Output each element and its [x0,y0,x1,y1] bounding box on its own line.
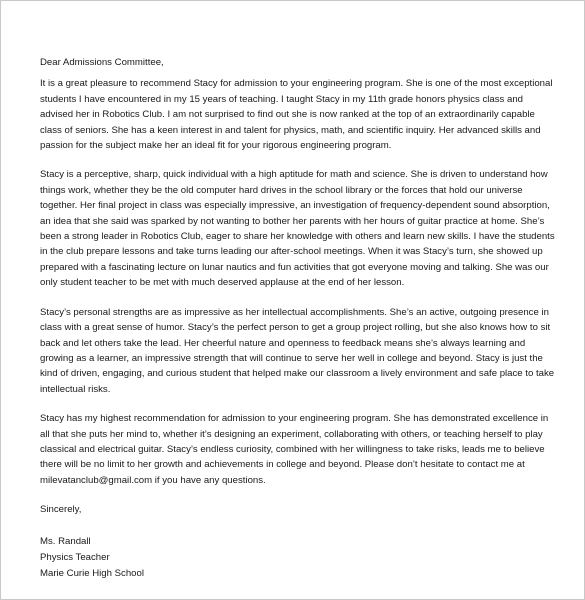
paragraph-introduction: It is a great pleasure to recommend Stacy for admission to your engineering program. She is one of the most exceptional students I have encountered in my 15 years of teaching. I taught Stacy in my 11th grade honors physics class and advised her in Robotics Club. I am not surprised to find out she is now ranked at the top of an extraordinarily capable class of seniors. She has a keen interest in and talent for physics, math, and scientific inquiry. Her advanced skills and passion for the subject make her an ideal fit for your rigorous engineering program. [40,78,553,152]
paragraph-recommendation: Stacy has my highest recommendation for admission to your engineering program. She has demonstrated excellence in all that she puts her mind to, whether it’s designing an experiment, collaborating with others, or teaching herself to play classical and electrical guitar. Stacy’s endless curiosity, combined with her willingness to take risks, leads me to believe there will be no limit to her growth and achievements in college and beyond. Please don’t hesitate to contact me at milevatanclub@gmail.com if you have any questions. [40,413,549,486]
salutation: Dear Admissions Committee, [40,57,164,68]
closing: Sincerely, [40,504,82,516]
paragraph-aptitude: Stacy is a perceptive, sharp, quick individual with a high aptitude for math and science. She is driven to understand how things work, whether they be the old computer hard drives in the school library or the forces that hold our universe together. Her final project in class was especially impressive, an investigation of frequency-dependent sound absorption, an idea that she said was sparked by not wanting to bother her parents with her hours of guitar practice at home. She’s been a strong leader in Robotics Club, eager to share her knowledge with others and learn new skills. I have the students in the club prepare lessons and take turns leading our after-school meetings. When it was Stacy’s turn, she showed up prepared with a fascinating lecture on lunar nautics and fun activities that got everyone moving and talking. She was our only student teacher to be met with much deserved applause at the end of her lesson. [40,169,555,289]
letter-body [40,55,555,582]
paragraph-personal-strengths: Stacy’s personal strengths are as impressive as her intellectual accomplishments. She’s an active, outgoing presence in class with a great sense of humor. Stacy’s the perfect person to get a group project rolling, but she also knows how to sit back and let others take the lead. Her cheerful nature and openness to feedback means she’s always learning and growing as a learner, an impressive strength that will continue to serve her well in college and beyond. Stacy is just the kind of driven, engaging, and curious student that helped make our classroom a lively environment and safe place to take intellectual risks. [40,306,555,395]
signature-title: Physics Teacher [40,551,110,563]
signature-name: Ms. Randall [40,535,91,547]
signature-school: Marie Curie High School [40,567,144,579]
